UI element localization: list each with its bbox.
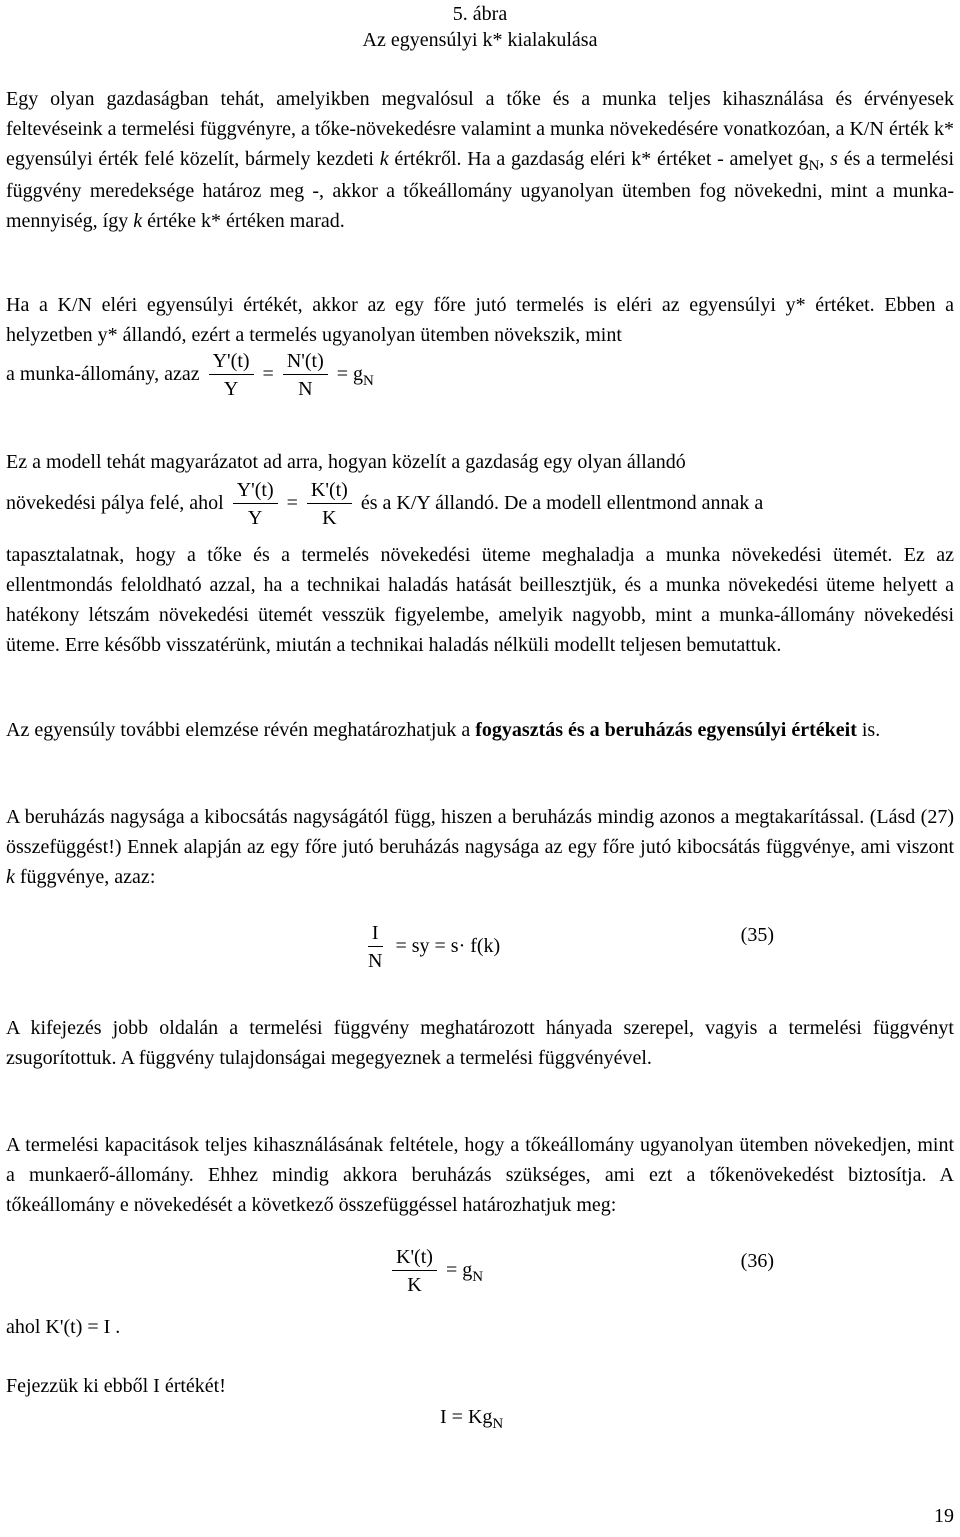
- figure-title: Az egyensúlyi k* kialakulása: [362, 29, 598, 51]
- equation-label-36: (36): [740, 1250, 774, 1272]
- paragraph-2: Ha a K/N eléri egyensúlyi értékét, akkor az egy főre jutó termelés is eléri az egyensúlyi y* értéket. Ebben a helyzetben y* állandó, ezért a termelés ugyanolyan ütemben növekszik, mint: [6, 294, 954, 346]
- fraction-n: $\frac{N'(t)}{N}$: [283, 348, 328, 403]
- equation-36: $\frac{K'(t)}{K}$ = $g_N$: [388, 1244, 483, 1299]
- equation-growth-y-n: a munka-állomány, azaz $\frac{Y'(t)}{Y}$ = $\frac{N'(t)}{N}$ = $g_N$: [6, 348, 374, 403]
- fraction-y2: $\frac{Y'(t)}{Y}$: [233, 477, 278, 532]
- fraction-y: $\frac{Y'(t)}{Y}$: [209, 348, 254, 403]
- paragraph-9: Fejezzük ki ebből I értékét!: [6, 1375, 226, 1397]
- paragraph-8: ahol K'(t) = I .: [6, 1316, 121, 1338]
- equation-37: $I = Kg_N$: [440, 1406, 504, 1432]
- paragraph-5: A beruházás nagysága a kibocsátás nagyságától függ, hiszen a beruházás mindig azonos a megtakarítással. (Lásd (27) összefüggést!) Ennek alapján az egy főre jutó beruházás nagysága az egy főre jutó kibocsátás függvénye, ami viszont k függvénye, azaz:: [6, 806, 954, 888]
- equation-growth-y-k: növekedési pálya felé, ahol $\frac{Y'(t)}{Y}$ = $\frac{K'(t)}{K}$ és a K/Y állandó. De a modell ellentmond annak a: [6, 477, 763, 532]
- paragraph-6: A kifejezés jobb oldalán a termelési függvény meghatározott hányada szerepel, vagyis a termelési függvényt zsugorítottuk. A függvény tulajdonságai megegyeznek a termelési függvényével.: [6, 1017, 954, 1069]
- equation-35: $\frac{I}{N}$ = sy = s· f(k): [368, 922, 501, 972]
- page-number: 19: [934, 1505, 954, 1527]
- paragraph-7: A termelési kapacitások teljes kihasználásának feltétele, hogy a tőkeállomány ugyanolyan ütemben növekedjen, mint a munkaerő-állomány. Ehhez mindig akkora beruházás szükséges, ami ezt a tőkenövekedést biztosítja. A tőkeállomány e növekedését a következő összefüggéssel határozhatjuk meg:: [6, 1134, 954, 1216]
- paragraph-3-line-1: Ez a modell tehát magyarázatot ad arra, hogyan közelít a gazdaság egy olyan állandó: [6, 451, 686, 473]
- paragraph-3-rest: tapasztalatnak, hogy a tőke és a termelés növekedési üteme meghaladja a munka növekedési ütemét. Ez az ellentmondás feloldható azzal, ha a technikai haladás hatását beillesztjük, és a munka növekedési üteme helyett a hatékony létszám növekedési ütemét vesszük figyelembe, amelyik nagyobb, mint a munka-állomány növekedési üteme. Erre később visszatérünk, miután a technikai haladás nélküli modellt teljesen bemutattuk.: [6, 544, 954, 656]
- paragraph-4: Az egyensúly további elemzése révén meghatározhatjuk a fogyasztás és a beruházás egyensúlyi értékeit is.: [6, 719, 881, 741]
- equation-label-35: (35): [740, 924, 774, 946]
- paragraph-1: Egy olyan gazdaságban tehát, amelyikben megvalósul a tőke és a munka teljes kihasználása és érvényesek feltevéseink a termelési függvényre, a tőke-növekedésre valamint a munka növekedésére vonatkozóan, a K/N érték k* egyensúlyi érték felé közelít, bármely kezdeti k értékről. Ha a gazdaság eléri k* értéket - amelyet $g_N$, s és a termelési függvény meredeksége határoz meg -, akkor a tőkeállomány ugyanolyan ütemben fog növekedni, mint a munka-mennyiség, így k értéke k* értéken marad.: [6, 88, 955, 232]
- fraction-k: $\frac{K'(t)}{K}$: [307, 477, 352, 532]
- figure-number: 5. ábra: [452, 3, 508, 25]
